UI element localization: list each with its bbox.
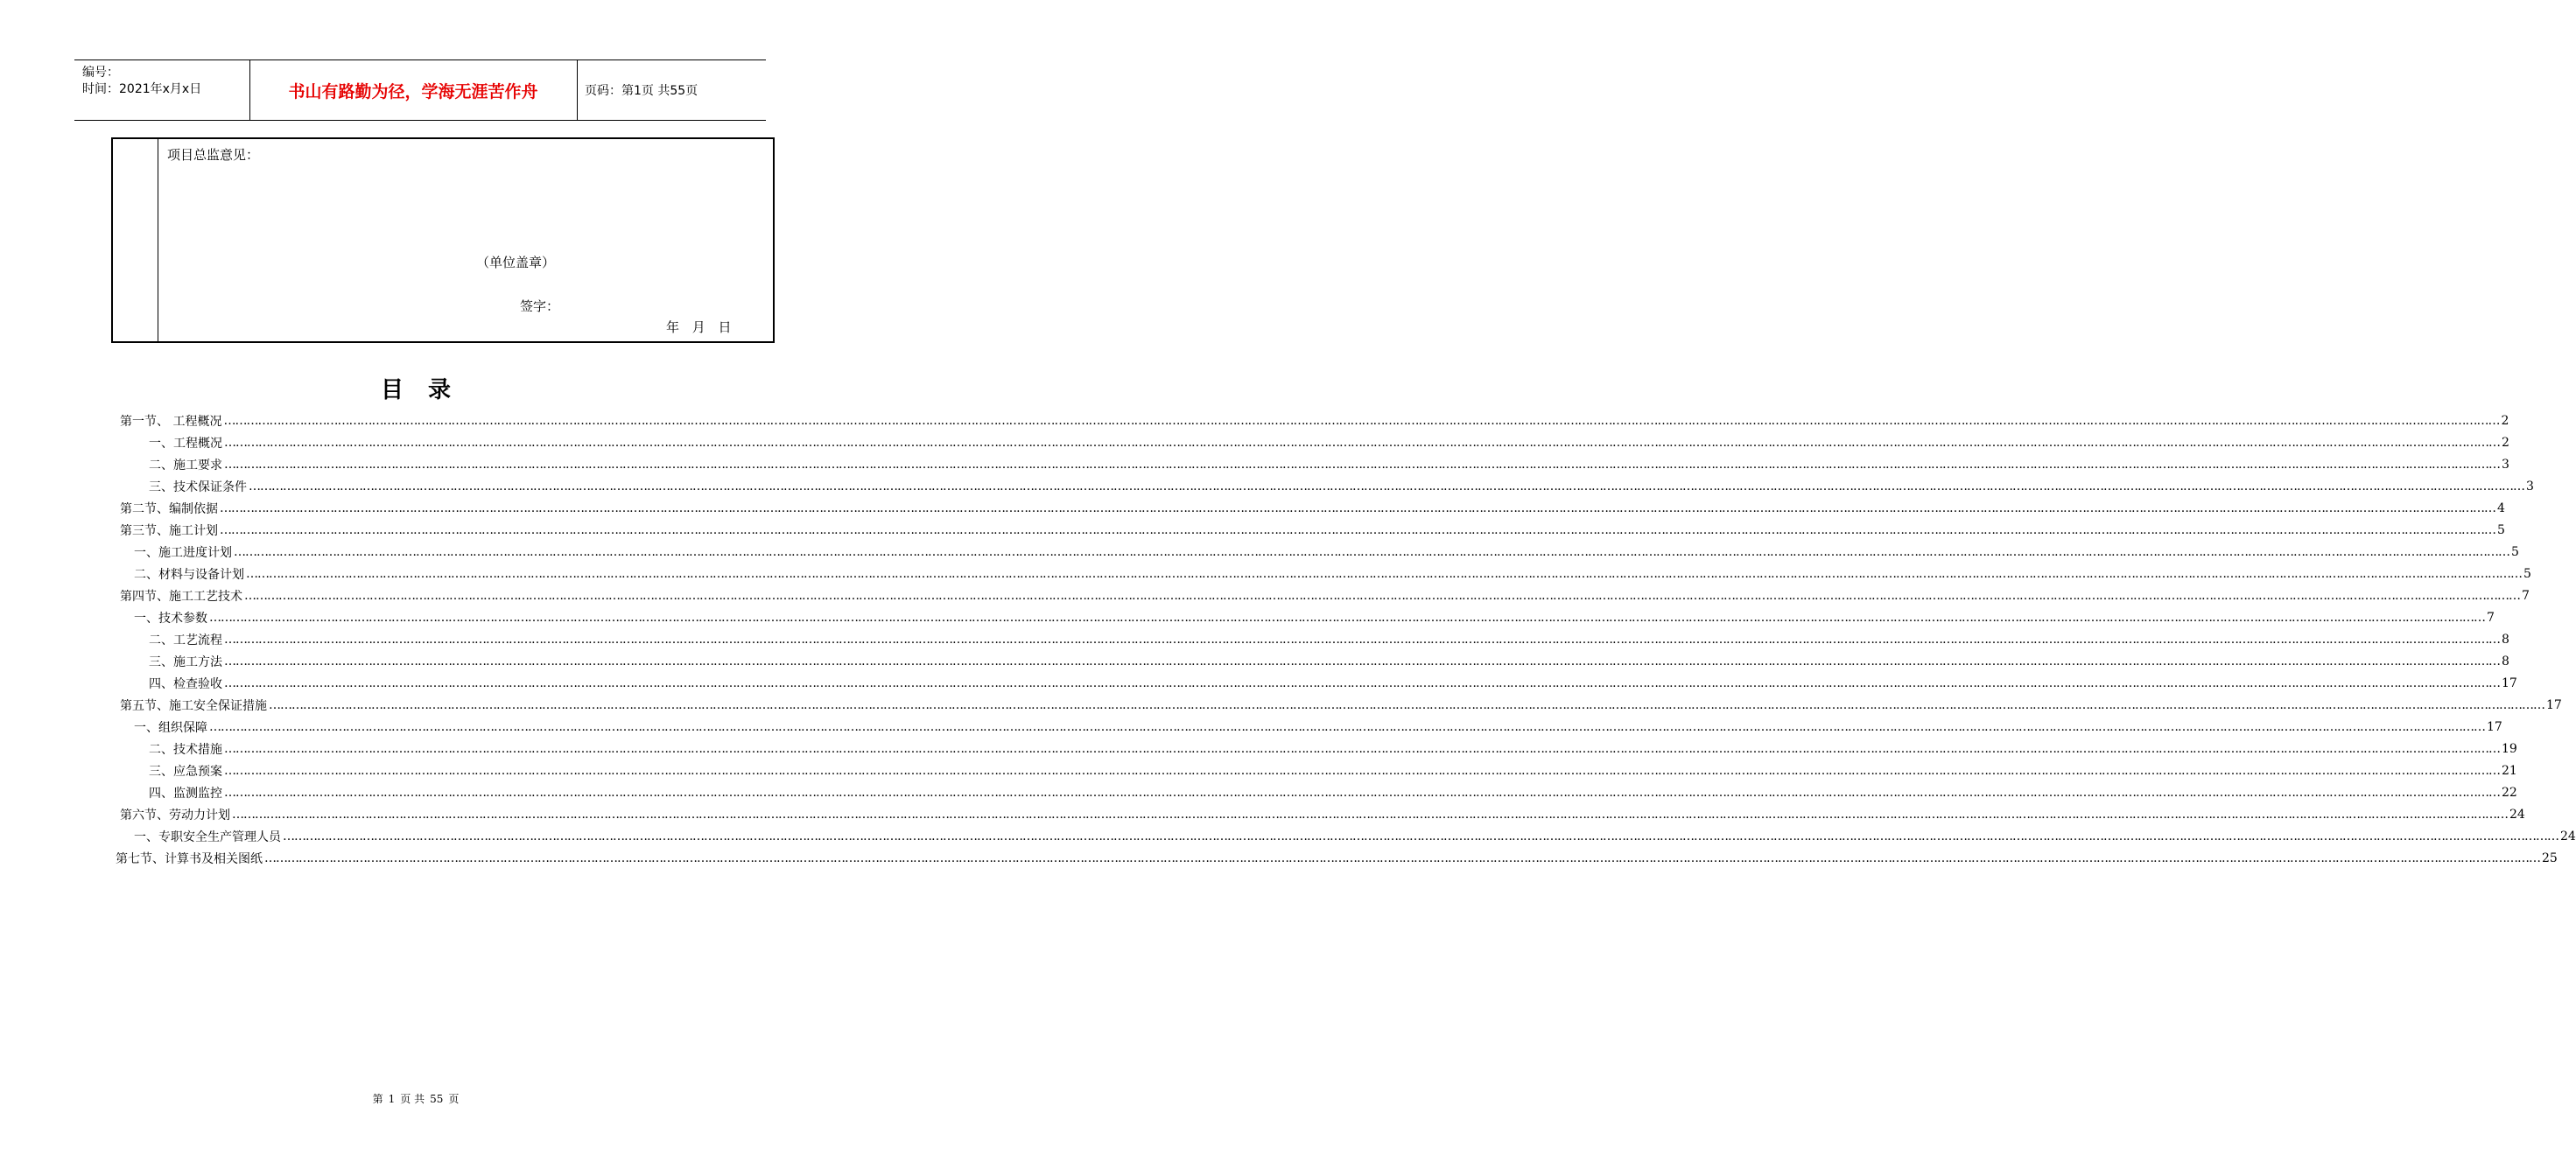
toc-entry-label: 二、施工要求 [149,458,222,472]
toc-entry-label: 第二节、编制依据 [120,502,218,516]
toc-entry[interactable] [120,586,2530,606]
footer-total-pages: 55 [430,1093,444,1105]
toc-entry-page: 8 [2502,654,2509,668]
toc-leader-dots: …………………………………………………………………………………………………………………………………………………………………………………………………………………………………………………………………………………………………………………………………………………………………………………………………………………………………………………………………………………………………………………………………………………… [246,567,2522,581]
toc-leader-dots: …………………………………………………………………………………………………………………………………………………………………………………………………………………………………………………………………………………………………………………………………………………………………………………………………………………………………………………………………………………………………………………………………………………… [220,501,2495,515]
toc-entry-page: 2 [2501,414,2509,428]
toc-entry-page: 3 [2502,458,2509,472]
page-info: 页码：第1页 共55页 [585,84,698,98]
toc-leader-dots: …………………………………………………………………………………………………………………………………………………………………………………………………………………………………………………………………………………………………………………………………………………………………………………………………………………………………………………………………………………………………………………………………………………… [283,830,2558,844]
toc-entry[interactable] [149,674,2517,693]
toc-entry[interactable] [120,696,2562,715]
toc-entry[interactable] [149,433,2509,452]
toc-entry-page: 5 [2523,567,2531,581]
toc-entry-label: 二、技术措施 [149,743,222,757]
toc-entry-page: 24 [2509,808,2525,822]
opinion-title: 项目总监意见： [167,147,260,163]
toc-entry-label: 第四节、施工工艺技术 [120,590,242,604]
toc-leader-dots: …………………………………………………………………………………………………………………………………………………………………………………………………………………………………………………………………………………………………………………………………………………………………………………………………………………………………………………………………………………………………………………………………………………… [209,720,2485,734]
toc-entry-page: 19 [2502,742,2517,756]
toc-entry-page: 4 [2497,501,2505,515]
toc-entry-page: 2 [2502,436,2509,450]
toc-leader-dots: …………………………………………………………………………………………………………………………………………………………………………………………………………………………………………………………………………………………………………………………………………………………………………………………………………………………………………………………………………………………………………………………………………………… [224,458,2500,472]
toc-entry[interactable] [149,652,2509,671]
toc-entry-page: 25 [2542,851,2558,865]
toc-entry-label: 一、施工进度计划 [134,546,232,560]
toc-entry-page: 17 [2487,720,2502,734]
toc-entry[interactable] [120,805,2525,824]
toc-entry-label: 一、工程概况 [149,437,222,451]
toc-leader-dots: …………………………………………………………………………………………………………………………………………………………………………………………………………………………………………………………………………………………………………………………………………………………………………………………………………………………………………………………………………………………………………………………………………………… [264,851,2540,865]
toc-leader-dots: …………………………………………………………………………………………………………………………………………………………………………………………………………………………………………………………………………………………………………………………………………………………………………………………………………………………………………………………………………………………………………………………………………………… [223,414,2500,428]
motto-text: 书山有路勤为径，学海无涯苦作舟 [288,81,538,102]
toc-entry-label: 一、技术参数 [134,612,207,626]
toc-entry[interactable] [134,718,2502,737]
toc-leader-dots: …………………………………………………………………………………………………………………………………………………………………………………………………………………………………………………………………………………………………………………………………………………………………………………………………………………………………………………………………………………………………………………………………………………… [224,436,2500,450]
header-motto-cell [249,60,578,120]
sign-label: 签字： [520,298,560,314]
toc-leader-dots: …………………………………………………………………………………………………………………………………………………………………………………………………………………………………………………………………………………………………………………………………………………………………………………………………………………………………………………………………………………………………………………………………………………… [224,786,2500,800]
toc-title: 目录 [380,377,475,403]
footer-current-page: 1 [388,1093,396,1105]
toc-entry[interactable] [149,630,2509,649]
header-page-info-cell [577,60,766,120]
footer-mid: 页 共 [400,1093,425,1105]
toc-leader-dots: …………………………………………………………………………………………………………………………………………………………………………………………………………………………………………………………………………………………………………………………………………………………………………………………………………………………………………………………………………………………………………………………………………………… [224,654,2500,668]
toc-entry-label: 二、材料与设备计划 [134,568,244,582]
toc-entry[interactable] [120,499,2505,518]
toc-entry-page: 17 [2502,676,2517,690]
toc-entry-label: 第三节、施工计划 [120,524,218,538]
toc-entry[interactable] [134,608,2495,627]
toc-entry[interactable] [149,455,2509,474]
header-meta [74,60,250,120]
toc-leader-dots: …………………………………………………………………………………………………………………………………………………………………………………………………………………………………………………………………………………………………………………………………………………………………………………………………………………………………………………………………………………………………………………………………………………… [224,764,2500,778]
toc-entry-page: 7 [2487,611,2495,625]
toc-leader-dots: …………………………………………………………………………………………………………………………………………………………………………………………………………………………………………………………………………………………………………………………………………………………………………………………………………………………………………………………………………………………………………………………………………………… [224,676,2500,690]
toc-entry-label: 第七节、计算书及相关图纸 [116,852,263,866]
toc-entry[interactable] [120,521,2505,540]
toc-entry-label: 第六节、劳动力计划 [120,808,230,822]
toc-entry-label: 三、施工方法 [149,655,222,669]
toc-leader-dots: …………………………………………………………………………………………………………………………………………………………………………………………………………………………………………………………………………………………………………………………………………………………………………………………………………………………………………………………………………………………………………………………………………………… [224,633,2500,647]
toc-entry-page: 24 [2560,830,2576,844]
time-label: 时间：2021年x月x日 [82,82,202,96]
toc-leader-dots: …………………………………………………………………………………………………………………………………………………………………………………………………………………………………………………………………………………………………………………………………………………………………………………………………………………………………………………………………………………………………………………………………………………… [234,545,2509,559]
toc-leader-dots: …………………………………………………………………………………………………………………………………………………………………………………………………………………………………………………………………………………………………………………………………………………………………………………………………………………………………………………………………………………………………………………………………………………… [269,698,2544,712]
toc-entry-page: 17 [2546,698,2562,712]
toc-entry-label: 第一节、 工程概况 [120,415,222,429]
toc-entry-page: 22 [2502,786,2517,800]
toc-entry[interactable] [149,477,2534,496]
toc-entry-label: 第五节、施工安全保证措施 [120,699,267,713]
toc-leader-dots: …………………………………………………………………………………………………………………………………………………………………………………………………………………………………………………………………………………………………………………………………………………………………………………………………………………………………………………………………………………………………………………………………………………… [220,523,2495,537]
toc-entry[interactable] [149,761,2517,780]
toc-entry[interactable] [149,783,2517,802]
seal-label: （单位盖章） [476,255,556,270]
toc-entry-label: 三、应急预案 [149,765,222,779]
toc-leader-dots: …………………………………………………………………………………………………………………………………………………………………………………………………………………………………………………………………………………………………………………………………………………………………………………………………………………………………………………………………………………………………………………………………………………… [209,611,2485,625]
toc-entry-page: 3 [2526,480,2534,494]
toc-entry[interactable] [134,827,2576,846]
footer-prefix: 第 [372,1093,383,1105]
page-footer [0,1091,832,1106]
toc-leader-dots: …………………………………………………………………………………………………………………………………………………………………………………………………………………………………………………………………………………………………………………………………………………………………………………………………………………………………………………………………………………………………………………………………………………… [249,480,2524,494]
footer-suffix: 页 [448,1093,460,1105]
toc-leader-dots: …………………………………………………………………………………………………………………………………………………………………………………………………………………………………………………………………………………………………………………………………………………………………………………………………………………………………………………………………………………………………………………………………………………… [224,742,2500,756]
toc-entry[interactable] [116,849,2558,868]
number-label: 编号： [82,66,119,80]
supervisor-opinion-box [111,137,775,343]
toc-entry[interactable] [120,411,2509,430]
toc-entry-page: 7 [2522,589,2530,603]
toc-entry[interactable] [134,542,2519,562]
toc-entry-label: 一、专职安全生产管理人员 [134,830,281,844]
toc-entry[interactable] [149,739,2517,759]
toc-leader-dots: …………………………………………………………………………………………………………………………………………………………………………………………………………………………………………………………………………………………………………………………………………………………………………………………………………………………………………………………………………………………………………………………………………………… [244,589,2520,603]
toc-entry-page: 5 [2497,523,2505,537]
toc-entry[interactable] [134,564,2531,584]
toc-entry-page: 21 [2502,764,2517,778]
page-header [74,60,766,121]
date-label: 年 月 日 [666,319,732,335]
toc-entry-label: 一、组织保障 [134,721,207,735]
toc-leader-dots: …………………………………………………………………………………………………………………………………………………………………………………………………………………………………………………………………………………………………………………………………………………………………………………………………………………………………………………………………………………………………………………………………………………… [232,808,2508,822]
toc-entry-label: 二、工艺流程 [149,634,222,648]
toc-entry-label: 四、检查验收 [149,677,222,691]
toc-entry-page: 5 [2511,545,2519,559]
toc-entry-page: 8 [2502,633,2509,647]
toc-entry-label: 三、技术保证条件 [149,480,247,494]
toc-entry-label: 四、监测监控 [149,787,222,801]
